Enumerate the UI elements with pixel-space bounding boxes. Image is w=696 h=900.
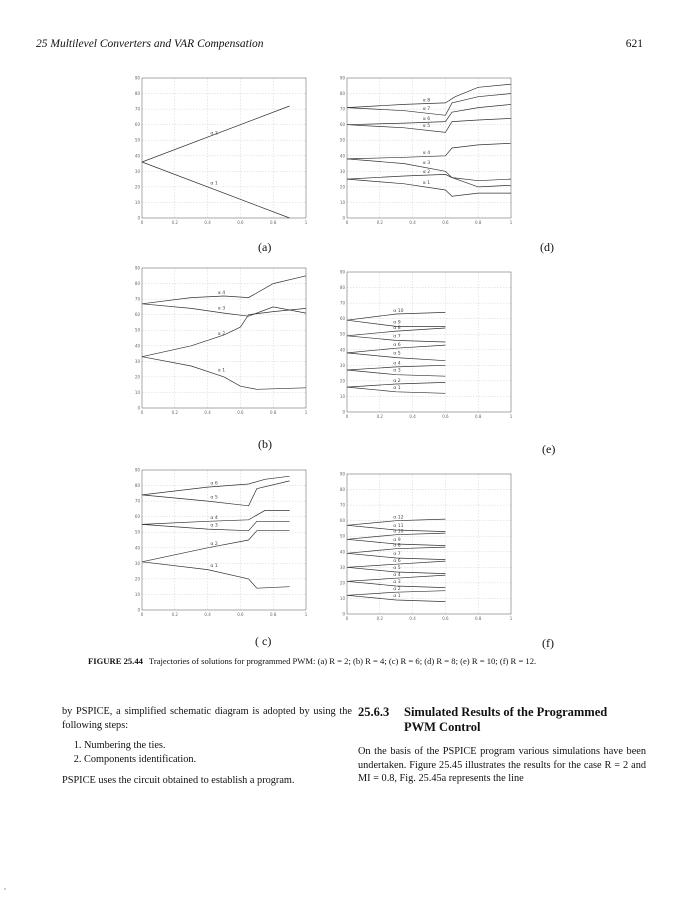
x-tick-label: 0.4 xyxy=(204,410,211,415)
x-tick-label: 0.4 xyxy=(204,220,211,225)
chart-b xyxy=(126,262,314,420)
y-tick-label: 70 xyxy=(134,296,140,302)
plot-panel-c xyxy=(126,464,314,622)
right-paragraph: On the basis of the PSPICE program various simulations have been undertaken. Figure 25.45 illustrates the results for the case R = 2 and MI = 0.8, Fig. 25.45a represents the line xyxy=(358,746,646,784)
page-number: 621 xyxy=(625,38,643,50)
series-label: α 1 xyxy=(210,564,218,570)
x-tick-label: 0.2 xyxy=(376,220,383,225)
series-label: α 7 xyxy=(393,552,401,558)
series-line xyxy=(142,162,290,218)
series-label: α 3 xyxy=(393,580,401,586)
y-tick-label: 40 xyxy=(134,545,140,551)
series-label: α 10 xyxy=(393,309,404,315)
x-tick-label: 0.6 xyxy=(237,612,244,617)
y-tick-label: 70 xyxy=(339,300,345,306)
y-tick-label: 80 xyxy=(339,285,345,291)
section-heading xyxy=(358,705,646,735)
series-label: α 6 xyxy=(393,343,401,349)
section-number: 25.6.3 xyxy=(358,705,390,719)
list-item: 2. Components identification. xyxy=(84,753,352,767)
y-tick-label: 40 xyxy=(339,347,345,353)
series-label: α 6 xyxy=(210,481,218,487)
x-tick-label: 1 xyxy=(304,220,308,225)
panel-label-a: (a) xyxy=(258,240,272,254)
y-tick-label: 0 xyxy=(137,405,140,411)
x-tick-label: 0 xyxy=(345,616,349,621)
y-tick-label: 20 xyxy=(339,184,345,190)
y-tick-label: 50 xyxy=(339,331,345,337)
plot-panel-f xyxy=(331,468,519,626)
y-tick-label: 20 xyxy=(134,184,140,190)
plot-panel-b xyxy=(126,262,314,420)
series-label: α 4 xyxy=(393,573,401,579)
y-tick-label: 40 xyxy=(339,153,345,159)
series-label: α 4 xyxy=(210,515,218,521)
plot-frame xyxy=(142,470,306,610)
x-tick-label: 1 xyxy=(509,616,513,621)
x-tick-label: 0 xyxy=(140,220,144,225)
y-tick-label: 0 xyxy=(137,607,140,613)
x-tick-label: 1 xyxy=(304,612,308,617)
series-line xyxy=(347,174,511,180)
y-tick-label: 70 xyxy=(339,106,345,112)
y-tick-label: 30 xyxy=(339,564,345,570)
series-label: α 8 xyxy=(393,326,401,332)
y-tick-label: 40 xyxy=(134,343,140,349)
x-tick-label: 0.6 xyxy=(237,410,244,415)
x-tick-label: 1 xyxy=(304,410,308,415)
figure-caption-text: Trajectories of solutions for programmed PWM: (a) R = 2; (b) R = 4; (c) R = 6; (d) R = 8; (e) R = 10; (f) R = 12. xyxy=(148,656,537,666)
plot-frame xyxy=(347,272,511,412)
y-tick-label: 30 xyxy=(339,168,345,174)
panel-label-d: (d) xyxy=(540,240,554,254)
y-tick-label: 50 xyxy=(134,137,140,143)
series-label: α 6 xyxy=(422,116,431,122)
series-label: α 9 xyxy=(393,320,401,326)
x-tick-label: 0.6 xyxy=(442,414,449,419)
series-label: α 2 xyxy=(210,542,218,548)
series-label: α 3 xyxy=(393,368,401,374)
x-tick-label: 0.4 xyxy=(204,612,211,617)
x-tick-label: 0.2 xyxy=(171,612,178,617)
x-tick-label: 0.2 xyxy=(171,220,178,225)
series-label: α 2 xyxy=(422,169,431,175)
x-tick-label: 0.6 xyxy=(237,220,244,225)
y-tick-label: 60 xyxy=(134,122,140,128)
y-tick-label: 50 xyxy=(339,533,345,539)
plot-panel-e xyxy=(331,266,519,424)
series-label: α 7 xyxy=(393,334,401,340)
series-label: α 2 xyxy=(393,378,401,384)
y-tick-label: 80 xyxy=(134,91,140,97)
left-column xyxy=(62,705,352,788)
series-label: α 3 xyxy=(422,161,431,167)
chart-d xyxy=(331,72,519,230)
series-label: α 5 xyxy=(422,124,431,130)
list-item: 1. Numbering the ties. xyxy=(84,739,352,753)
x-tick-label: 0.6 xyxy=(442,220,449,225)
y-tick-label: 90 xyxy=(339,75,345,81)
y-tick-label: 90 xyxy=(339,471,345,477)
section-title-line1: Simulated Results of the Programmed xyxy=(404,705,608,719)
series-label: α 2 xyxy=(393,587,401,593)
chart-e xyxy=(331,266,519,424)
y-tick-label: 70 xyxy=(339,502,345,508)
x-tick-label: 0.8 xyxy=(475,220,482,225)
y-tick-label: 70 xyxy=(134,106,140,112)
y-tick-label: 30 xyxy=(134,168,140,174)
panel-label-e: (e) xyxy=(542,442,556,456)
y-tick-label: 20 xyxy=(339,378,345,384)
x-tick-label: 0 xyxy=(345,414,349,419)
y-tick-label: 60 xyxy=(134,514,140,520)
y-tick-label: 80 xyxy=(134,483,140,489)
y-tick-label: 50 xyxy=(134,327,140,333)
series-label: α 4 xyxy=(422,151,431,157)
series-label: α 1 xyxy=(210,181,218,187)
x-tick-label: 0.6 xyxy=(442,616,449,621)
chart-c xyxy=(126,464,314,622)
y-tick-label: 80 xyxy=(134,281,140,287)
series-label: α 1 xyxy=(217,368,226,374)
series-label: α 3 xyxy=(210,523,218,529)
y-tick-label: 20 xyxy=(134,576,140,582)
series-label: α 5 xyxy=(393,566,401,572)
y-tick-label: 90 xyxy=(339,269,345,275)
y-tick-label: 20 xyxy=(134,374,140,380)
panel-label-b: (b) xyxy=(258,437,272,451)
series-label: α 7 xyxy=(422,107,431,113)
y-tick-label: 10 xyxy=(339,199,345,205)
panel-label-f: (f) xyxy=(542,636,554,650)
x-tick-label: 0.4 xyxy=(409,616,416,621)
y-tick-label: 50 xyxy=(339,137,345,143)
series-label: α 3 xyxy=(217,306,226,312)
x-tick-label: 0.2 xyxy=(171,410,178,415)
x-tick-label: 0 xyxy=(140,612,144,617)
y-tick-label: 10 xyxy=(339,393,345,399)
panel-label-c: ( c) xyxy=(255,634,272,648)
y-tick-label: 10 xyxy=(134,199,140,205)
x-tick-label: 0.8 xyxy=(270,612,277,617)
y-tick-label: 70 xyxy=(134,498,140,504)
y-tick-label: 40 xyxy=(134,153,140,159)
series-label: α 11 xyxy=(393,524,404,530)
y-tick-label: 80 xyxy=(339,91,345,97)
y-tick-label: 90 xyxy=(134,75,140,81)
x-tick-label: 0.2 xyxy=(376,616,383,621)
series-label: α 6 xyxy=(393,559,401,565)
y-tick-label: 60 xyxy=(134,312,140,318)
series-label: α 10 xyxy=(393,529,404,535)
x-tick-label: 0.8 xyxy=(270,220,277,225)
series-line xyxy=(142,276,306,304)
y-tick-label: 0 xyxy=(342,215,345,221)
x-tick-label: 0.8 xyxy=(270,410,277,415)
series-label: α 12 xyxy=(393,515,404,521)
y-tick-label: 40 xyxy=(339,549,345,555)
x-tick-label: 0.2 xyxy=(376,414,383,419)
running-header-chapter: 25 Multilevel Converters and VAR Compensation xyxy=(36,38,264,50)
y-tick-label: 30 xyxy=(134,358,140,364)
series-label: α 4 xyxy=(217,290,226,296)
x-tick-label: 0 xyxy=(345,220,349,225)
x-tick-label: 1 xyxy=(509,220,513,225)
y-tick-label: 50 xyxy=(134,529,140,535)
series-label: α 5 xyxy=(393,351,401,357)
section-title-line2: PWM Control xyxy=(404,720,481,734)
series-label: α 5 xyxy=(210,495,218,501)
series-label: α 2 xyxy=(217,332,226,338)
figure-caption-label: FIGURE 25.44 xyxy=(88,656,143,666)
plot-frame xyxy=(142,268,306,408)
x-tick-label: 0.8 xyxy=(475,616,482,621)
y-tick-label: 90 xyxy=(134,265,140,271)
page-edge-mark xyxy=(4,888,6,890)
plot-panel-a xyxy=(126,72,314,230)
x-tick-label: 1 xyxy=(509,414,513,419)
series-label: α 8 xyxy=(393,543,401,549)
x-tick-label: 0.4 xyxy=(409,220,416,225)
y-tick-label: 10 xyxy=(339,595,345,601)
y-tick-label: 0 xyxy=(137,215,140,221)
plot-panel-d xyxy=(331,72,519,230)
y-tick-label: 0 xyxy=(342,611,345,617)
y-tick-label: 10 xyxy=(134,591,140,597)
series-label: α 4 xyxy=(393,361,401,367)
x-tick-label: 0.8 xyxy=(475,414,482,419)
plot-frame xyxy=(347,474,511,614)
steps-list xyxy=(62,739,352,766)
y-tick-label: 60 xyxy=(339,518,345,524)
y-tick-label: 0 xyxy=(342,409,345,415)
y-tick-label: 80 xyxy=(339,487,345,493)
series-label: α 1 xyxy=(393,385,401,391)
y-tick-label: 60 xyxy=(339,316,345,322)
y-tick-label: 30 xyxy=(339,362,345,368)
y-tick-label: 30 xyxy=(134,560,140,566)
y-tick-label: 10 xyxy=(134,389,140,395)
series-label: α 8 xyxy=(422,98,431,104)
plot-frame xyxy=(142,78,306,218)
left-paragraph-1: by PSPICE, a simplified schematic diagram is adopted by using the following steps: xyxy=(62,706,352,731)
series-label: α 1 xyxy=(393,594,401,600)
y-tick-label: 90 xyxy=(134,467,140,473)
chart-f xyxy=(331,468,519,626)
series-label: α 2 xyxy=(210,131,218,137)
right-column xyxy=(358,705,646,786)
x-tick-label: 0.4 xyxy=(409,414,416,419)
chart-a xyxy=(126,72,314,230)
series-label: α 1 xyxy=(422,180,431,186)
series-label: α 9 xyxy=(393,538,401,544)
x-tick-label: 0 xyxy=(140,410,144,415)
figure-caption xyxy=(88,656,648,666)
y-tick-label: 20 xyxy=(339,580,345,586)
y-tick-label: 60 xyxy=(339,122,345,128)
left-paragraph-2: PSPICE uses the circuit obtained to establish a program. xyxy=(62,775,295,786)
